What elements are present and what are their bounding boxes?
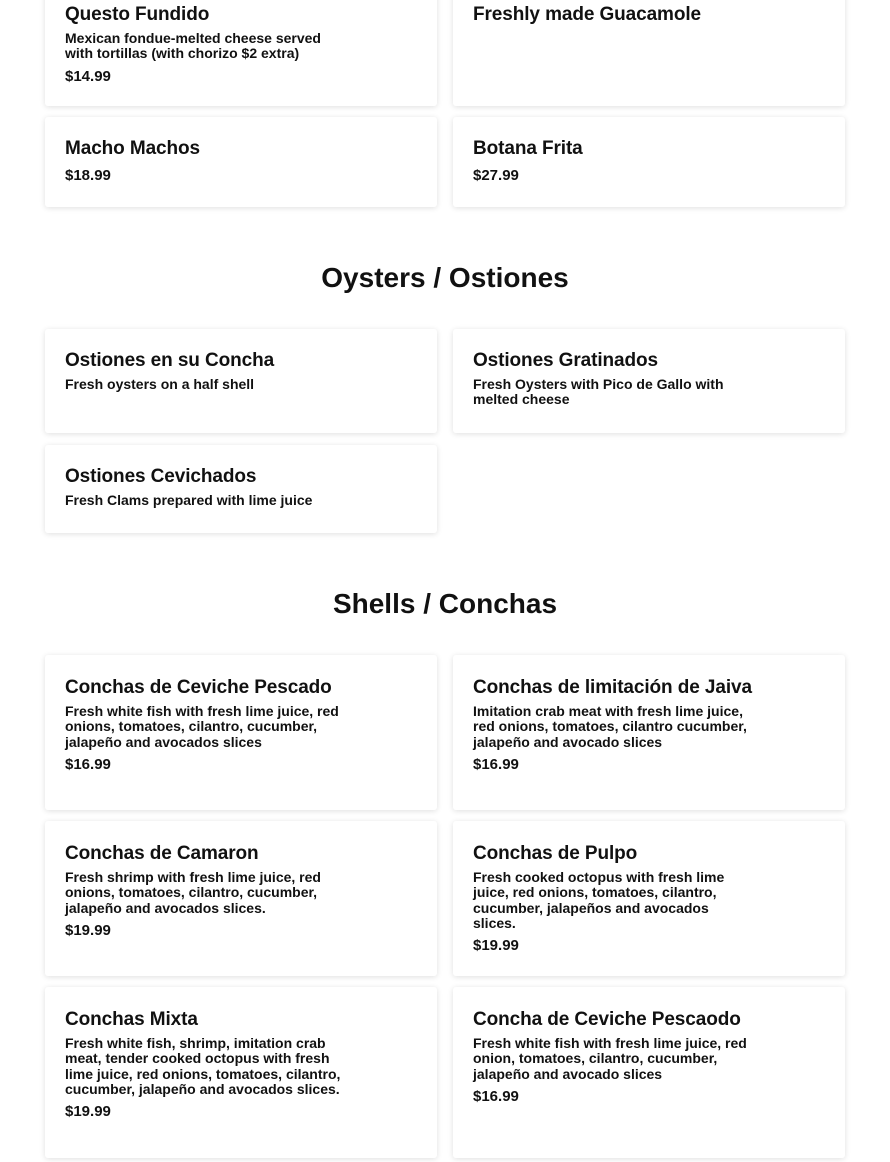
menu-item-card[interactable] — [45, 655, 437, 810]
menu-item-card[interactable] — [453, 821, 845, 976]
menu-item-card[interactable] — [453, 987, 845, 1158]
menu-item-name: Conchas de limitación de Jaiva — [473, 677, 752, 698]
menu-item-price: $16.99 — [473, 755, 519, 773]
menu-item-card[interactable] — [45, 0, 437, 106]
menu-item-description: Mexican fondue-melted cheese served with tortillas (with chorizo $2 extra) — [65, 30, 321, 62]
menu-item-name: Concha de Ceviche Pescaodo — [473, 1009, 741, 1030]
menu-item-price: $19.99 — [65, 1103, 111, 1121]
menu-item-name: Conchas de Ceviche Pescado — [65, 677, 332, 698]
menu-item-name: Macho Machos — [65, 138, 200, 159]
section-heading-oysters: Oysters / Ostiones — [321, 262, 569, 293]
menu-item-price: $16.99 — [65, 755, 111, 773]
menu-item-name: Ostiones en su Concha — [65, 350, 275, 371]
menu-item-price: $14.99 — [65, 67, 111, 85]
menu-item-description: Fresh shrimp with fresh lime juice, red onions, tomatoes, cilantro, cucumber, jalapeño and avocados slices. — [65, 869, 321, 916]
menu-item-name: Freshly made Guacamole — [473, 4, 702, 25]
menu-item-description: Imitation crab meat with fresh lime juice, red onions, tomatoes, cilantro cucumber, jalapeño and avocado slices — [473, 703, 747, 750]
menu-item-card[interactable] — [45, 329, 437, 433]
menu-item-card[interactable] — [45, 987, 437, 1158]
menu-item-card[interactable] — [453, 329, 845, 433]
menu-item-description: Fresh oysters on a half shell — [65, 376, 255, 392]
menu-item-price: $27.99 — [473, 167, 519, 184]
menu-item-card[interactable] — [453, 0, 845, 106]
menu-item-description: Fresh white fish, shrimp, imitation crab meat, tender cooked octopus with fresh lime juice, red onions, tomatoes, cilantro, cucumber, jalapeño and avocados slices. — [65, 1035, 341, 1097]
menu-item-name: Conchas Mixta — [65, 1009, 198, 1030]
menu-item-name: Conchas de Camaron — [65, 843, 259, 864]
menu-item-name: Conchas de Pulpo — [473, 843, 638, 864]
menu-item-description: Fresh Clams prepared with lime juice — [65, 492, 313, 508]
menu-item-description: Fresh cooked octopus with fresh lime juice, red onions, tomatoes, cilantro, cucumber, jalapeños and avocados slices. — [473, 869, 725, 931]
menu-item-description: Fresh Oysters with Pico de Gallo with melted cheese — [473, 376, 724, 408]
menu-item-name: Questo Fundido — [65, 4, 210, 25]
menu-item-price: $19.99 — [65, 921, 111, 939]
menu-item-price: $16.99 — [473, 1087, 519, 1105]
menu-item-price: $18.99 — [65, 167, 111, 184]
menu-item-card[interactable] — [45, 117, 437, 207]
menu-item-description: Fresh white fish with fresh lime juice, red onions, tomatoes, cilantro, cucumber, jalapeño and avocados slices — [65, 703, 339, 750]
menu-item-name: Ostiones Gratinados — [473, 350, 658, 371]
menu-item-name: Ostiones Cevichados — [65, 466, 257, 487]
section-heading-shells: Shells / Conchas — [332, 588, 558, 619]
menu-item-card[interactable] — [45, 445, 437, 533]
menu-item-card[interactable] — [453, 655, 845, 810]
menu-item-price: $19.99 — [473, 937, 519, 955]
menu-item-card[interactable] — [45, 821, 437, 976]
menu-item-description: Fresh white fish with fresh lime juice, red onion, tomatoes, cilantro, cucumber, jalapeño and avocado slices — [473, 1035, 747, 1082]
menu-item-name: Botana Frita — [473, 138, 583, 159]
menu-item-card[interactable] — [453, 117, 845, 207]
